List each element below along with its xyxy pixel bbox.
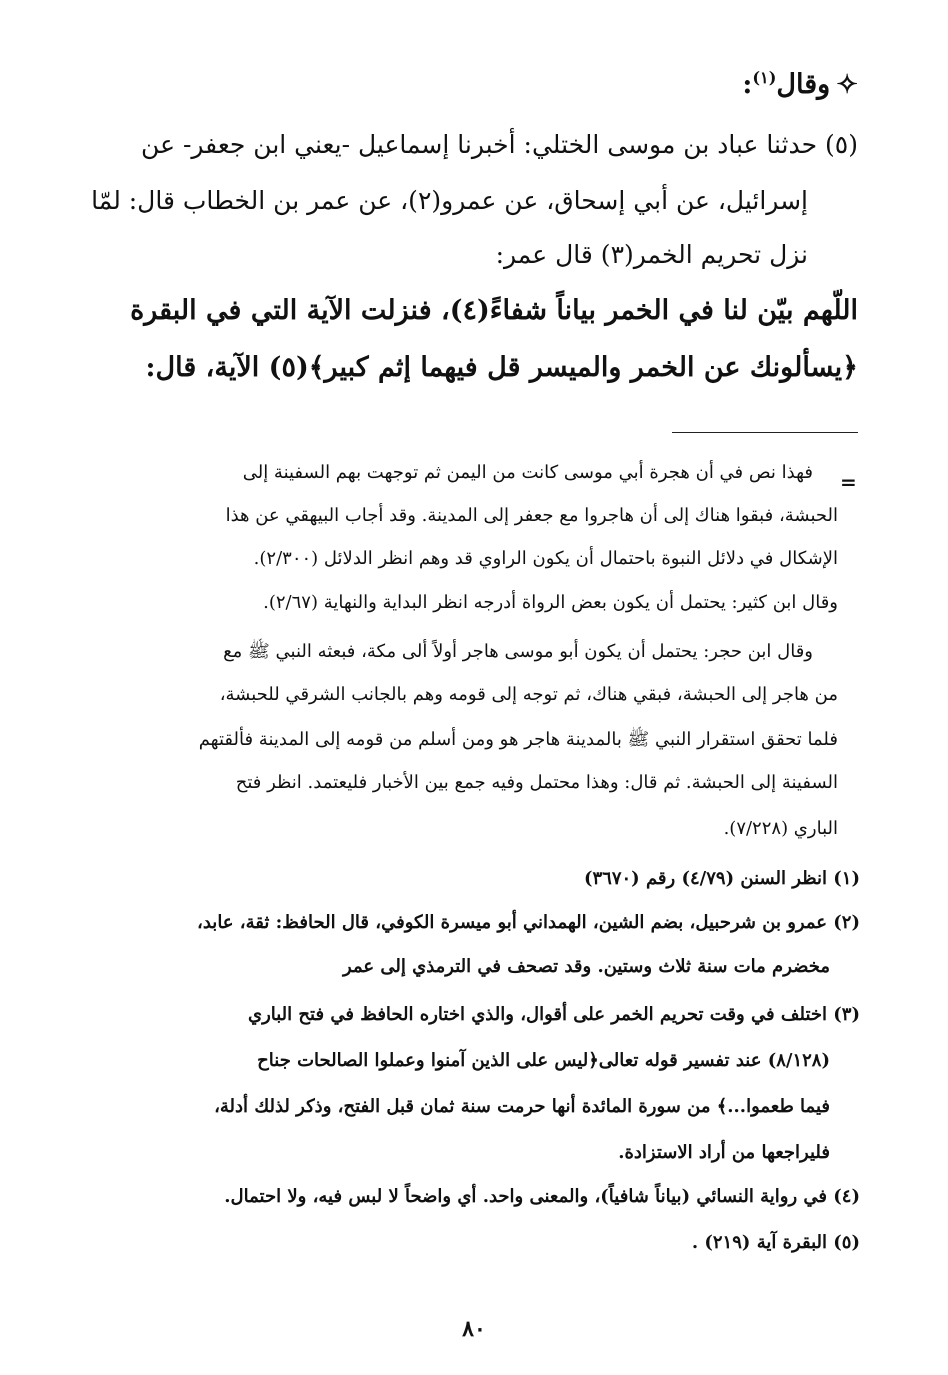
footnote-1: (١) انظر السنن (٤/٧٩) رقم (٣٦٧٠) (583, 868, 860, 889)
continued-note-line: الحبشة، فبقوا هناك إلى أن هاجروا مع جعفر إلى المدينة. وقد أجاب البيهقي عن هذا (225, 505, 838, 526)
continued-note-line: الإشكال في دلائل النبوة باحتمال أن يكون الراوي قد وهم انظر الدلائل (٢/٣٠٠). (253, 548, 838, 569)
bold-line-1: اللّهم بيّن لنا في الخمر بياناً شفاءً(٤)، فنزلت الآية التي في البقرة (130, 295, 858, 326)
heading-text: وقال (776, 69, 831, 100)
continued-note-line: الباري (٧/٢٢٨). (723, 818, 838, 839)
continued-note-line: فلما تحقق استقرار النبي ﷺ بالمدينة هاجر هو ومن أسلم من قومه إلى المدينة فألقتهم (198, 729, 838, 750)
continuation-marker: = (840, 470, 857, 494)
footnote-3-cont: (٨/١٢٨) عند تفسير قوله تعالى﴿ليس على الذين آمنوا وعملوا الصالحات جناح (257, 1050, 830, 1071)
heading-footnote-ref: (١) (752, 68, 777, 87)
diamond-icon: ✧ (836, 70, 858, 100)
footnote-2: (٢) عمرو بن شرحبيل، بضم الشين، الهمداني أبو ميسرة الكوفي، قال الحافظ: ثقة، عابد، (197, 912, 860, 933)
main-line-2: إسرائيل، عن أبي إسحاق، عن عمرو(٢)، عن عمر بن الخطاب قال: لمّا (91, 186, 808, 215)
footnote-5: (٥) البقرة آية (٢١٩) . (691, 1232, 860, 1253)
continued-note-line: وقال ابن حجر: يحتمل أن يكون أبو موسى هاجر أولاً ألى مكة، فبعثه النبي ﷺ مع (223, 641, 813, 662)
footnote-4: (٤) في رواية النسائي (بياناً شافياً)، والمعنى واحد. أي واضحاً لا لبس فيه، ولا احتمال. (224, 1186, 860, 1207)
page-number: ٨٠ (462, 1316, 486, 1342)
continued-note-line: من هاجر إلى الحبشة، فبقي هناك، ثم توجه إلى قومه وهم بالجانب الشرقي للحبشة، (219, 684, 838, 705)
footnote-2-cont: مخضرم مات سنة ثلاث وستين. وقد تصحف في الترمذي إلى عمر (343, 956, 830, 977)
section-heading (742, 68, 858, 100)
footnote-3-cont: فليراجعها من أراد الاستزادة. (618, 1142, 830, 1163)
continued-note-line: السفينة إلى الحبشة. ثم قال: وهذا محتمل وفيه جمع بين الأخبار فليعتمد. انظر فتح (235, 772, 838, 793)
bold-line-2: ﴿يسألونك عن الخمر والميسر قل فيهما إثم كبير﴾(٥) الآية، قال: (145, 352, 858, 383)
footnote-3: (٣) اختلف في وقت تحريم الخمر على أقوال، والذي اختاره الحافظ في فتح الباري (247, 1004, 860, 1025)
continued-note-line: فهذا نص في أن هجرة أبي موسى كانت من اليمن ثم توجهت بهم السفينة إلى (242, 462, 813, 483)
footnote-3-cont: فيما طعموا...﴾ من سورة المائدة أنها حرمت سنة ثمان قبل الفتح، وذكر لذلك أدلة، (214, 1096, 830, 1117)
main-line-1: (٥) حدثنا عباد بن موسى الختلي: أخبرنا إسماعيل -يعني ابن جعفر- عن (141, 130, 858, 159)
main-line-3: نزل تحريم الخمر(٣) قال عمر: (495, 240, 808, 269)
continued-note-line: وقال ابن كثير: يحتمل أن يكون بعض الرواة أدرجه انظر البداية والنهاية (٢/٦٧). (263, 592, 838, 613)
footnote-separator (672, 432, 858, 433)
heading-colon: : (742, 69, 753, 100)
